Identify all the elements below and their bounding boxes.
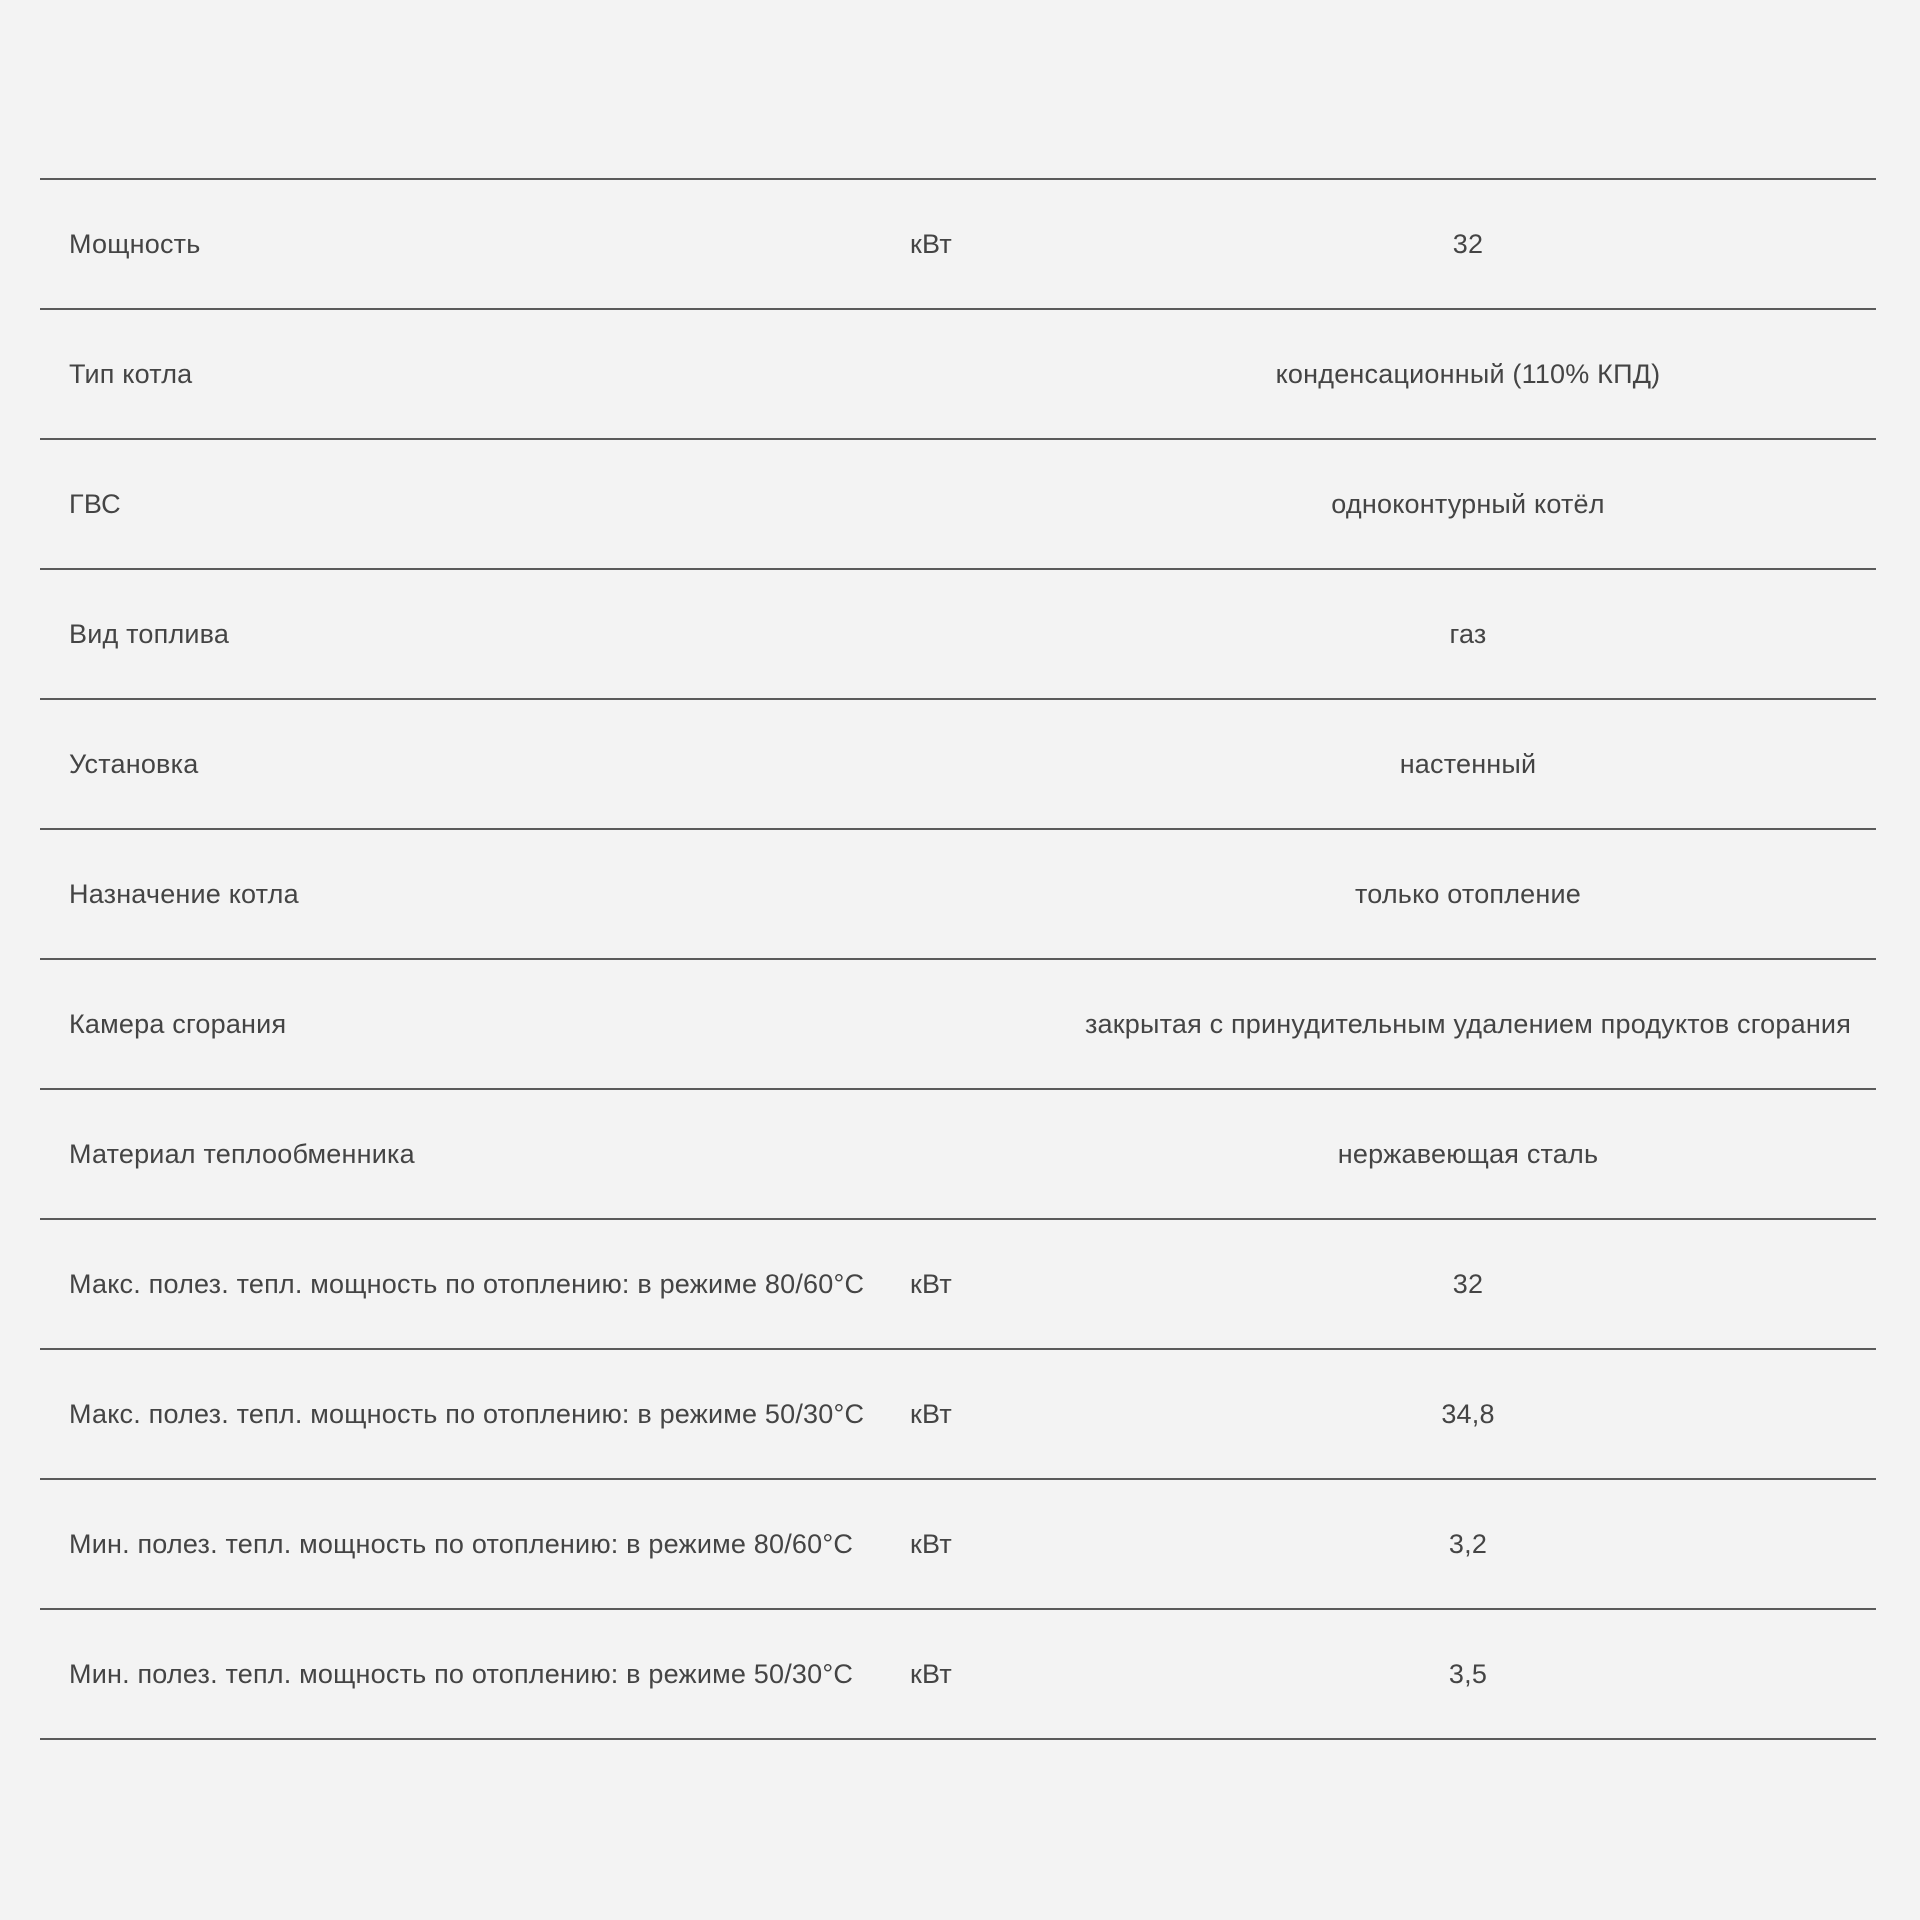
param-unit: кВт [910, 228, 952, 259]
param-name: Камера сгорания [69, 1008, 287, 1039]
spec-row-installation [40, 700, 1876, 830]
param-value: 3,5 [1448, 1658, 1488, 1689]
spec-table [40, 178, 1876, 1740]
spec-row-min-power-50-30 [40, 1610, 1876, 1740]
param-name: Мощность [69, 228, 201, 259]
param-value: закрытая с принудительным удалением продуктов сгорания [1084, 1008, 1852, 1039]
param-name: Мин. полез. тепл. мощность по отоплению: в режиме 80/60°С [69, 1528, 854, 1559]
param-name: Назначение котла [69, 878, 299, 909]
spec-row-power [40, 180, 1876, 310]
param-value: газ [1449, 618, 1487, 649]
param-value: 32 [1452, 228, 1484, 259]
param-value: нержавеющая сталь [1337, 1138, 1599, 1169]
spec-row-fuel-type [40, 570, 1876, 700]
param-value: одноконтурный котёл [1331, 488, 1605, 519]
spec-row-max-power-50-30 [40, 1350, 1876, 1480]
spec-row-max-power-80-60 [40, 1220, 1876, 1350]
param-unit: кВт [910, 1398, 952, 1429]
param-name: Макс. полез. тепл. мощность по отоплению: в режиме 80/60°С [69, 1268, 865, 1299]
param-name: Мин. полез. тепл. мощность по отоплению: в режиме 50/30°С [69, 1658, 854, 1689]
spec-row-combustion-chamber [40, 960, 1876, 1090]
param-value: только отопление [1354, 878, 1582, 909]
param-value: настенный [1399, 748, 1537, 779]
spec-row-min-power-80-60 [40, 1480, 1876, 1610]
param-value: конденсационный (110% КПД) [1275, 358, 1661, 389]
param-name: ГВС [69, 488, 121, 519]
param-unit: кВт [910, 1268, 952, 1299]
param-name: Макс. полез. тепл. мощность по отоплению: в режиме 50/30°С [69, 1398, 865, 1429]
param-name: Вид топлива [69, 618, 230, 649]
param-value: 32 [1452, 1268, 1484, 1299]
param-name: Установка [69, 748, 199, 779]
param-value: 3,2 [1448, 1528, 1488, 1559]
spec-row-heat-exchanger [40, 1090, 1876, 1220]
param-value: 34,8 [1441, 1398, 1495, 1429]
param-name: Материал теплообменника [69, 1138, 415, 1169]
spec-row-boiler-type [40, 310, 1876, 440]
param-unit: кВт [910, 1528, 952, 1559]
spec-row-purpose [40, 830, 1876, 960]
spec-row-hot-water [40, 440, 1876, 570]
param-name: Тип котла [69, 358, 193, 389]
param-unit: кВт [910, 1658, 952, 1689]
